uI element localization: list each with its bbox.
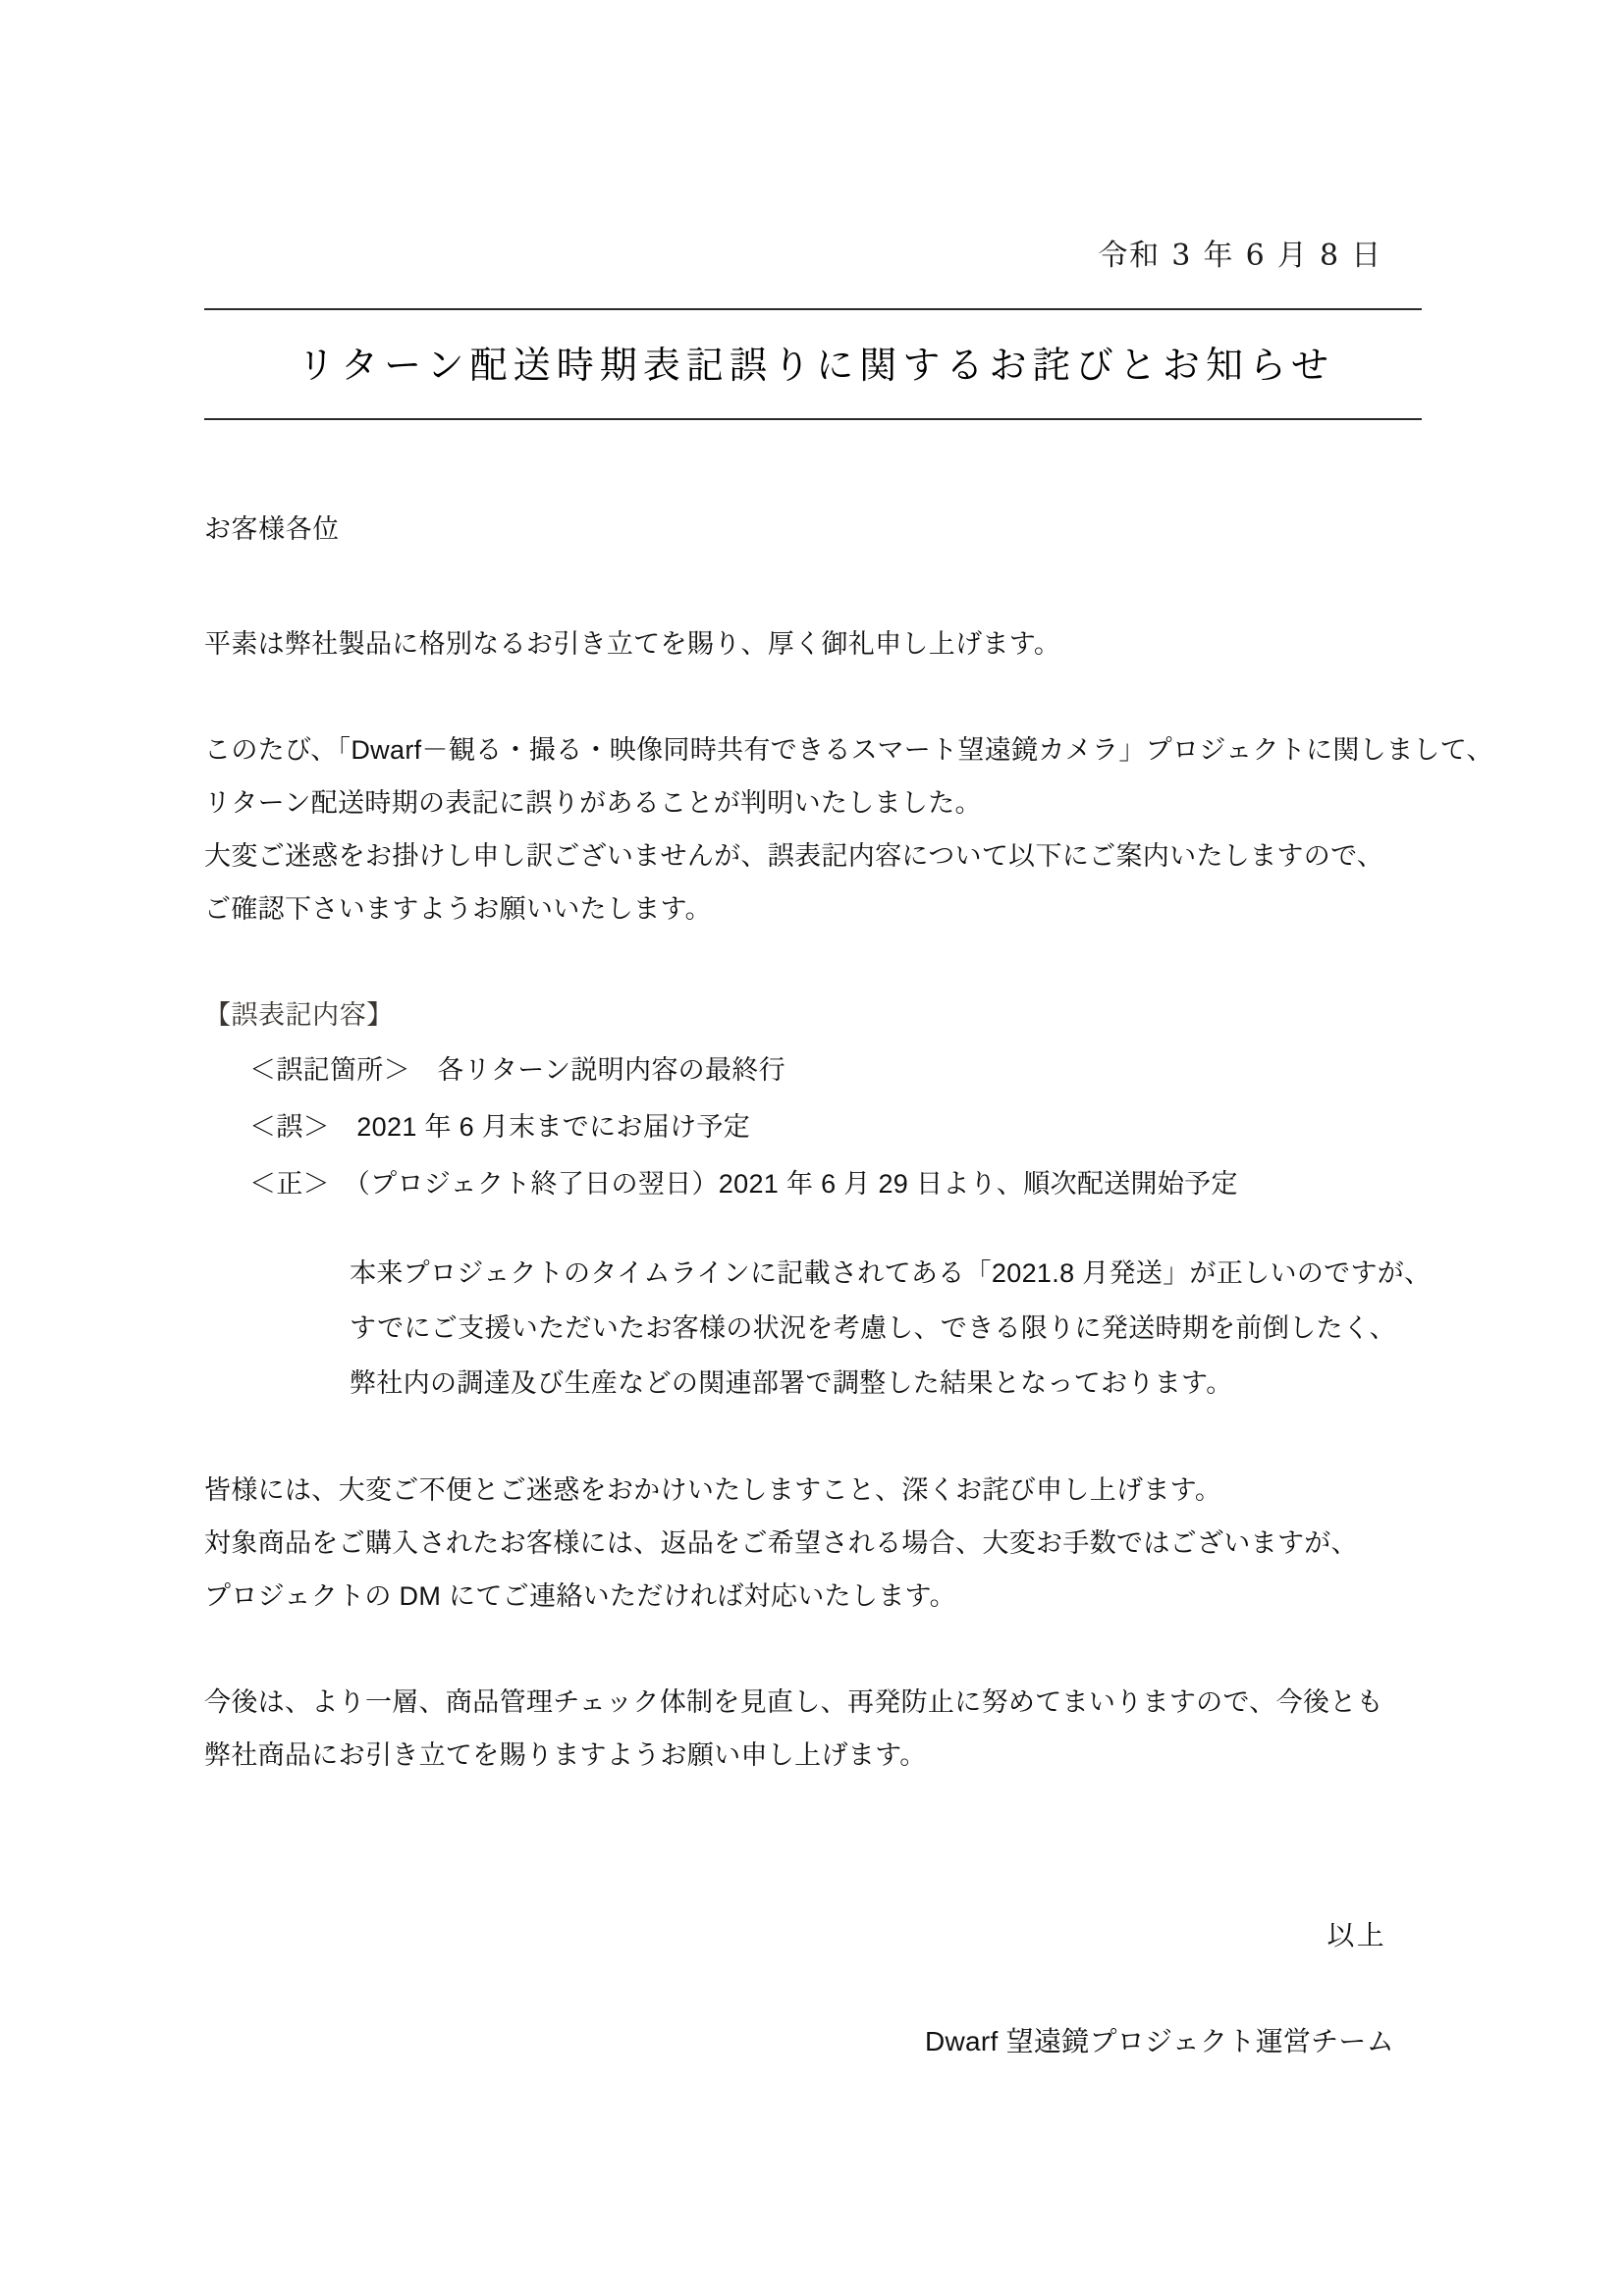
spacer	[204, 1962, 1422, 2015]
spacer	[204, 1623, 1422, 1676]
errata-item-incorrect: ＜誤＞ 2021 年 6 月末までにお届け予定	[249, 1111, 751, 1142]
document-content	[204, 0, 1493, 2068]
greeting-paragraph	[204, 617, 1422, 670]
apology-paragraph	[204, 1464, 1422, 1623]
intro-line-1: このたび、「Dwarf－観る・撮る・映像同時共有できるスマート望遠鏡カメラ」プロジェクトに関しまして、	[204, 734, 1493, 765]
future-line-1: 今後は、より一層、商品管理チェック体制を見直し、再発防止に努めてまいりますので、今後とも	[204, 1686, 1383, 1717]
intro-line-3: 大変ご迷惑をお掛けし申し訳ございませんが、誤表記内容について以下にご案内いたしますので、	[204, 840, 1384, 871]
spacer	[204, 1411, 1422, 1464]
spacer	[204, 670, 1422, 723]
closing-word: 以上	[1326, 1918, 1386, 1951]
spacer	[204, 543, 1422, 617]
intro-line-4: ご確認下さいますようお願いいたします。	[204, 893, 712, 924]
errata-note	[204, 1246, 1432, 1411]
document-body	[204, 475, 1493, 2068]
note-line-3: 弊社内の調達及び生産などの関連部署で調整した結果となっております。	[350, 1367, 1233, 1398]
salutation: お客様各位	[204, 513, 340, 544]
title-block	[204, 308, 1422, 420]
apology-line-1: 皆様には、大変ご不便とご迷惑をおかけいたしますこと、深くお詫び申し上げます。	[204, 1474, 1222, 1505]
note-line-1: 本来プロジェクトのタイムラインに記載されてある「2021.8 月発送」が正しいのですが、	[350, 1257, 1432, 1288]
page-title: リターン配送時期表記誤りに関するお詫びとお知らせ	[298, 344, 1335, 387]
spacer	[204, 1212, 1422, 1246]
signature-team: Dwarf 望遠鏡プロジェクト運営チーム	[925, 2025, 1394, 2056]
apology-line-3: プロジェクトの DM にてご連絡いただければ対応いたします。	[204, 1580, 957, 1611]
greeting-line: 平素は弊社製品に格別なるお引き立てを賜り、厚く御礼申し上げます。	[204, 628, 1061, 659]
apology-line-2: 対象商品をご購入されたお客様には、返品をご希望される場合、大変お手数ではございますが、	[204, 1527, 1358, 1558]
intro-line-2: リターン配送時期の表記に誤りがあることが判明いたしました。	[204, 787, 982, 818]
note-line-2: すでにご支援いただいたお客様の状況を考慮し、できる限りに発送時期を前倒したく、	[350, 1312, 1396, 1343]
spacer	[204, 1782, 1422, 1856]
spacer	[204, 1856, 1422, 1909]
spacer	[204, 935, 1422, 988]
errata-heading: 【誤表記内容】	[204, 999, 394, 1030]
errata-item-location: ＜誤記箇所＞ 各リターン説明内容の最終行	[249, 1054, 785, 1085]
document-date: 令和 3 年 6 月 8 日	[1098, 239, 1382, 273]
future-line-2: 弊社商品にお引き立てを賜りますようお願い申し上げます。	[204, 1739, 927, 1770]
future-paragraph	[204, 1676, 1422, 1782]
intro-paragraph	[204, 723, 1493, 935]
spacer	[204, 475, 1422, 508]
errata-item-correct: ＜正＞ （プロジェクト終了日の翌日）2021 年 6 月 29 日より、順次配送開始予定	[249, 1168, 1238, 1199]
errata-list	[204, 1041, 1422, 1212]
